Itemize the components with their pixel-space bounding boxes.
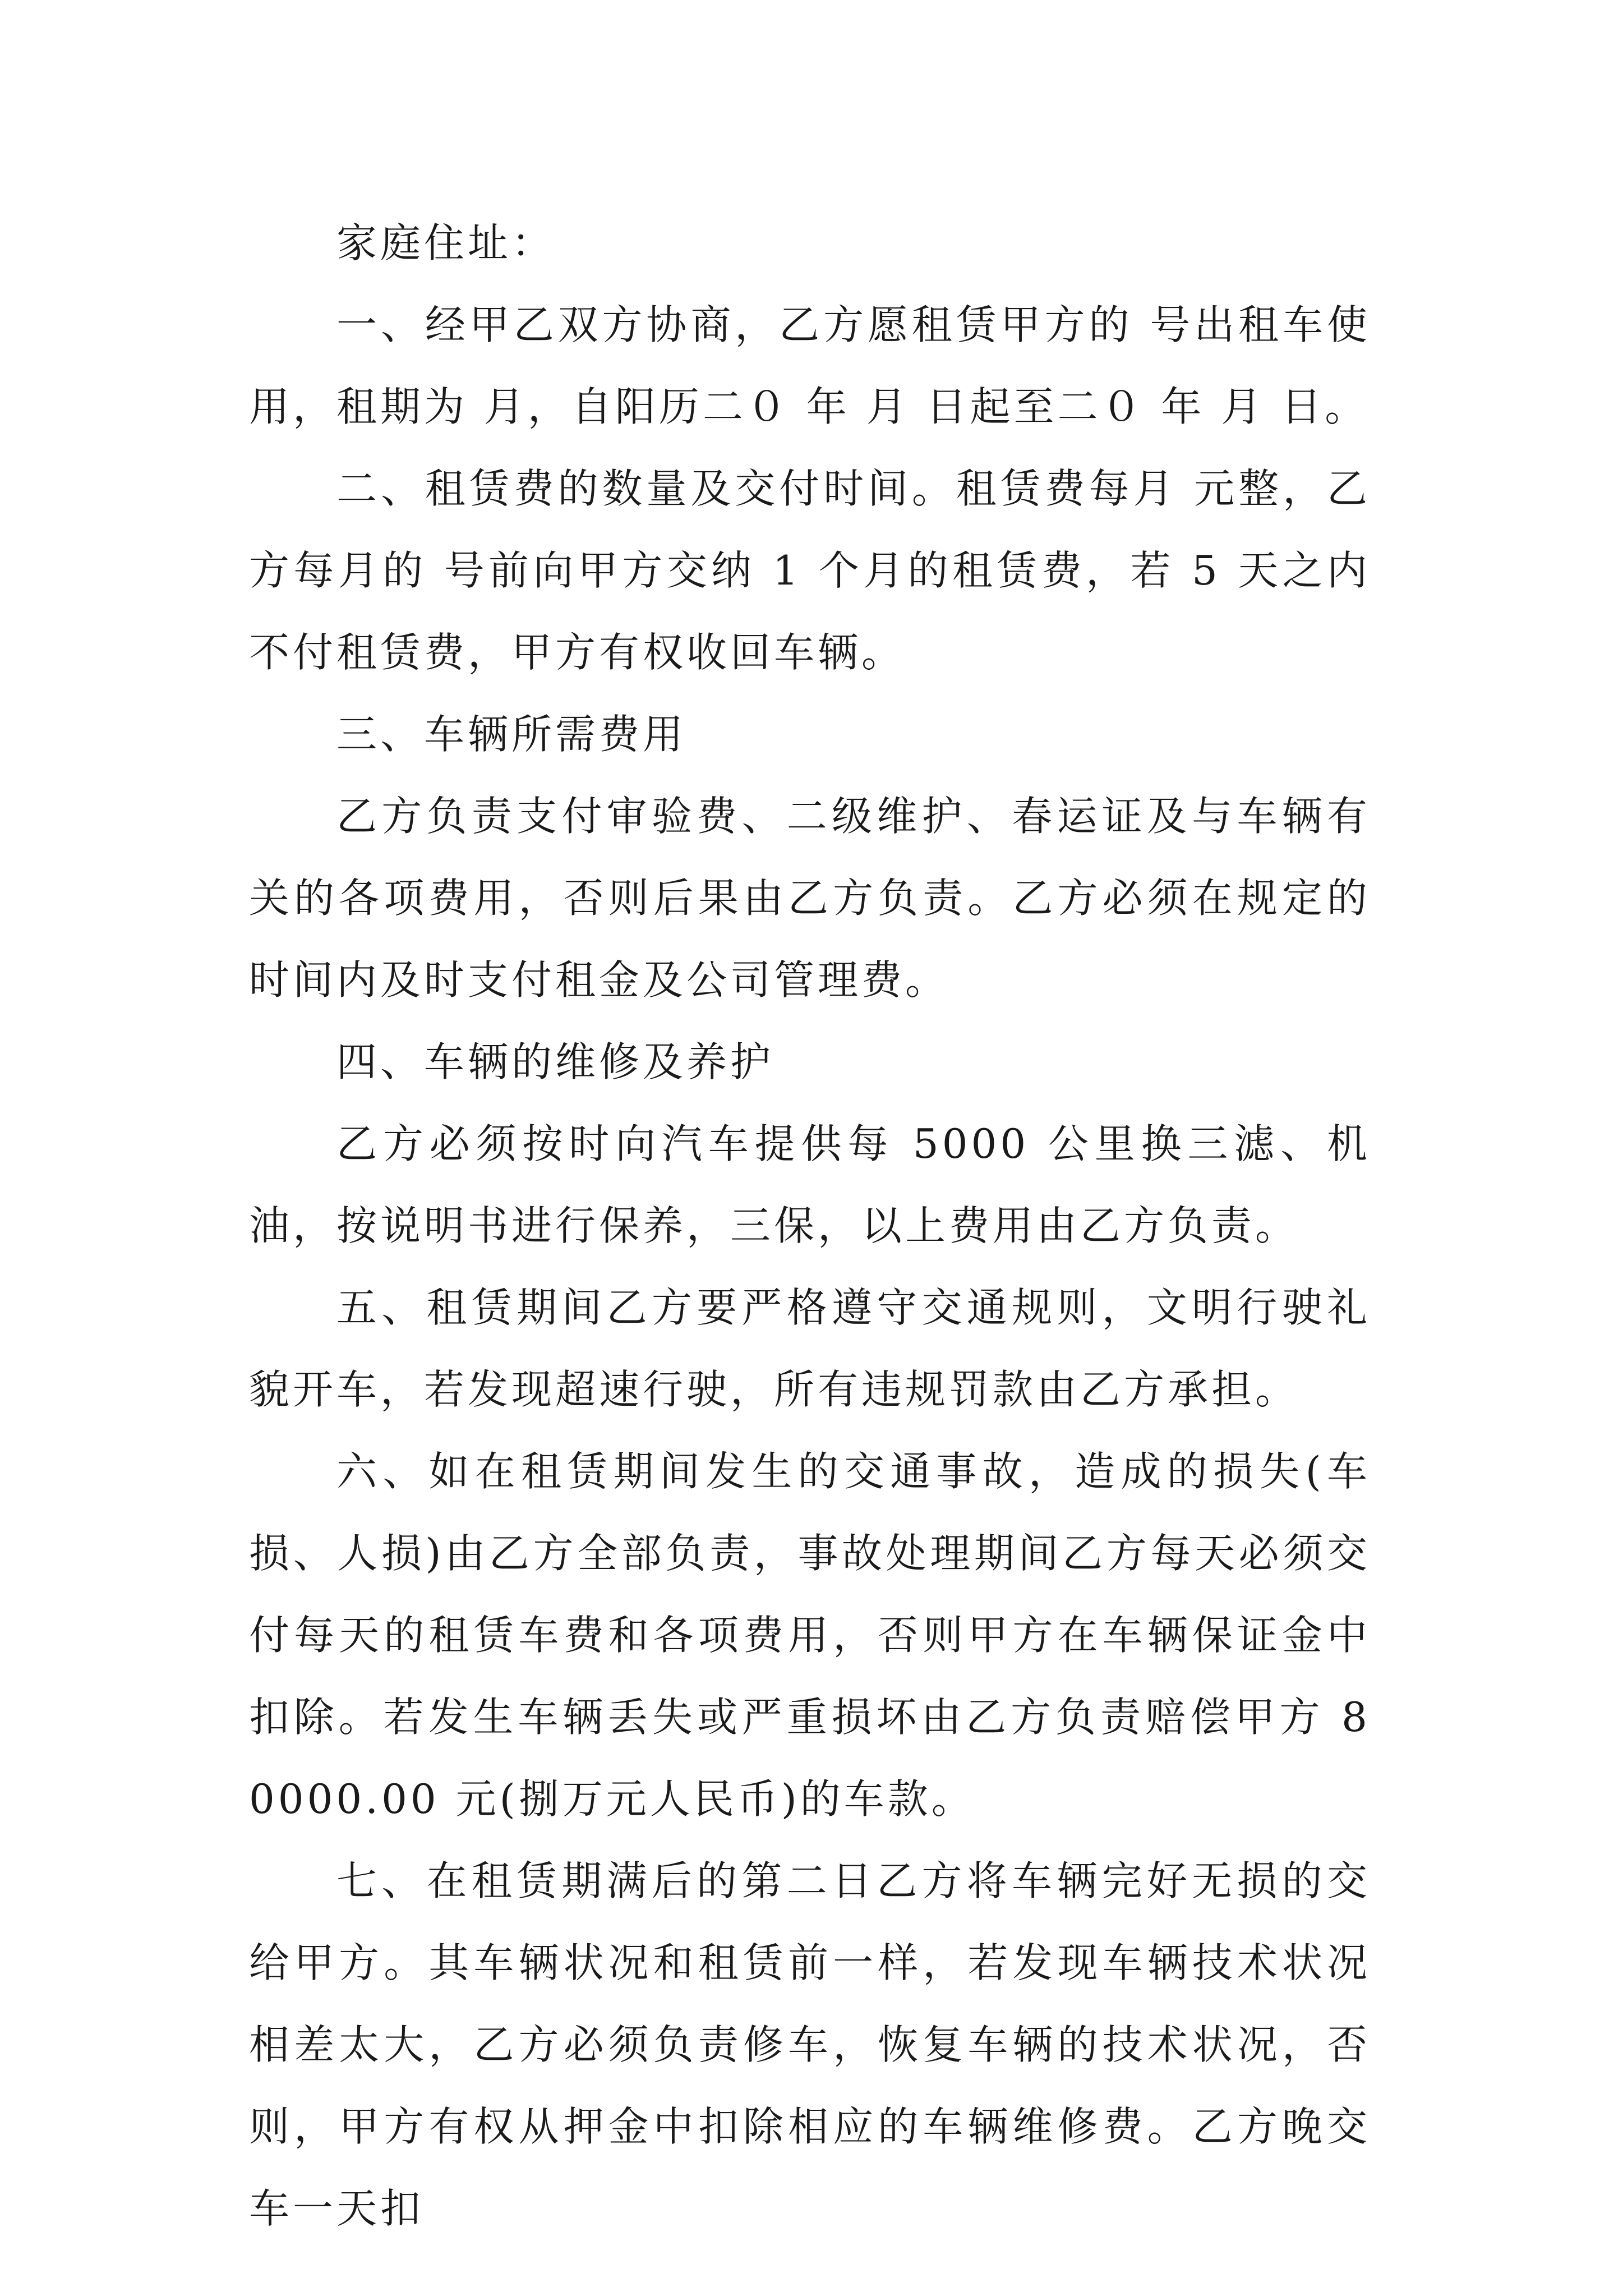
paragraph-clause-1: 一、经甲乙双方协商，乙方愿租赁甲方的 号出租车使用，租期为 月，自阳历二０ 年 月 日起至二０ 年 月 日。 (249, 301, 1371, 430)
paragraph-clause-7: 七、在租赁期满后的第二日乙方将车辆完好无损的交给甲方。其车辆状况和租赁前一样，若发现车辆技术状况相差太大，乙方必须负责修车，恢复车辆的技术状况，否则，甲方有权从押金中扣除相应的车辆维修费。乙方晚交车一天扣 (249, 1857, 1371, 2232)
document-body (249, 202, 1371, 2249)
paragraph-clause-3-body: 乙方负责支付审验费、二级维护、春运证及与车辆有关的各项费用，否则后果由乙方负责。乙方必须在规定的时间内及时支付租金及公司管理费。 (249, 793, 1371, 1004)
heading-clause-4: 四、车辆的维修及养护 (336, 1038, 774, 1085)
paragraph-clause-6: 六、如在租赁期间发生的交通事故，造成的损失(车损、人损)由乙方全部负责，事故处理期间乙方每天必须交付每天的租赁车费和各项费用，否则甲方在车辆保证金中扣除。若发生车辆丢失或严重损坏由乙方负责赔偿甲方 80000.00 元(捌万元人民币)的车款。 (249, 1448, 1371, 1823)
paragraph-clause-2: 二、租赁费的数量及交付时间。租赁费每月 元整，乙方每月的 号前向甲方交纳 1 个月的租赁费，若 5 天之内不付租赁费，甲方有权收回车辆。 (249, 465, 1371, 676)
paragraph-clause-4-body: 乙方必须按时向汽车提供每 5000 公里换三滤、机油，按说明书进行保养，三保，以上费用由乙方负责。 (249, 1120, 1371, 1249)
paragraph-address: 家庭住址： (336, 219, 556, 266)
paragraph-clause-5: 五、租赁期间乙方要严格遵守交通规则，文明行驶礼貌开车，若发现超速行驶，所有违规罚款由乙方承担。 (249, 1284, 1371, 1413)
heading-clause-3: 三、车辆所需费用 (336, 711, 687, 758)
